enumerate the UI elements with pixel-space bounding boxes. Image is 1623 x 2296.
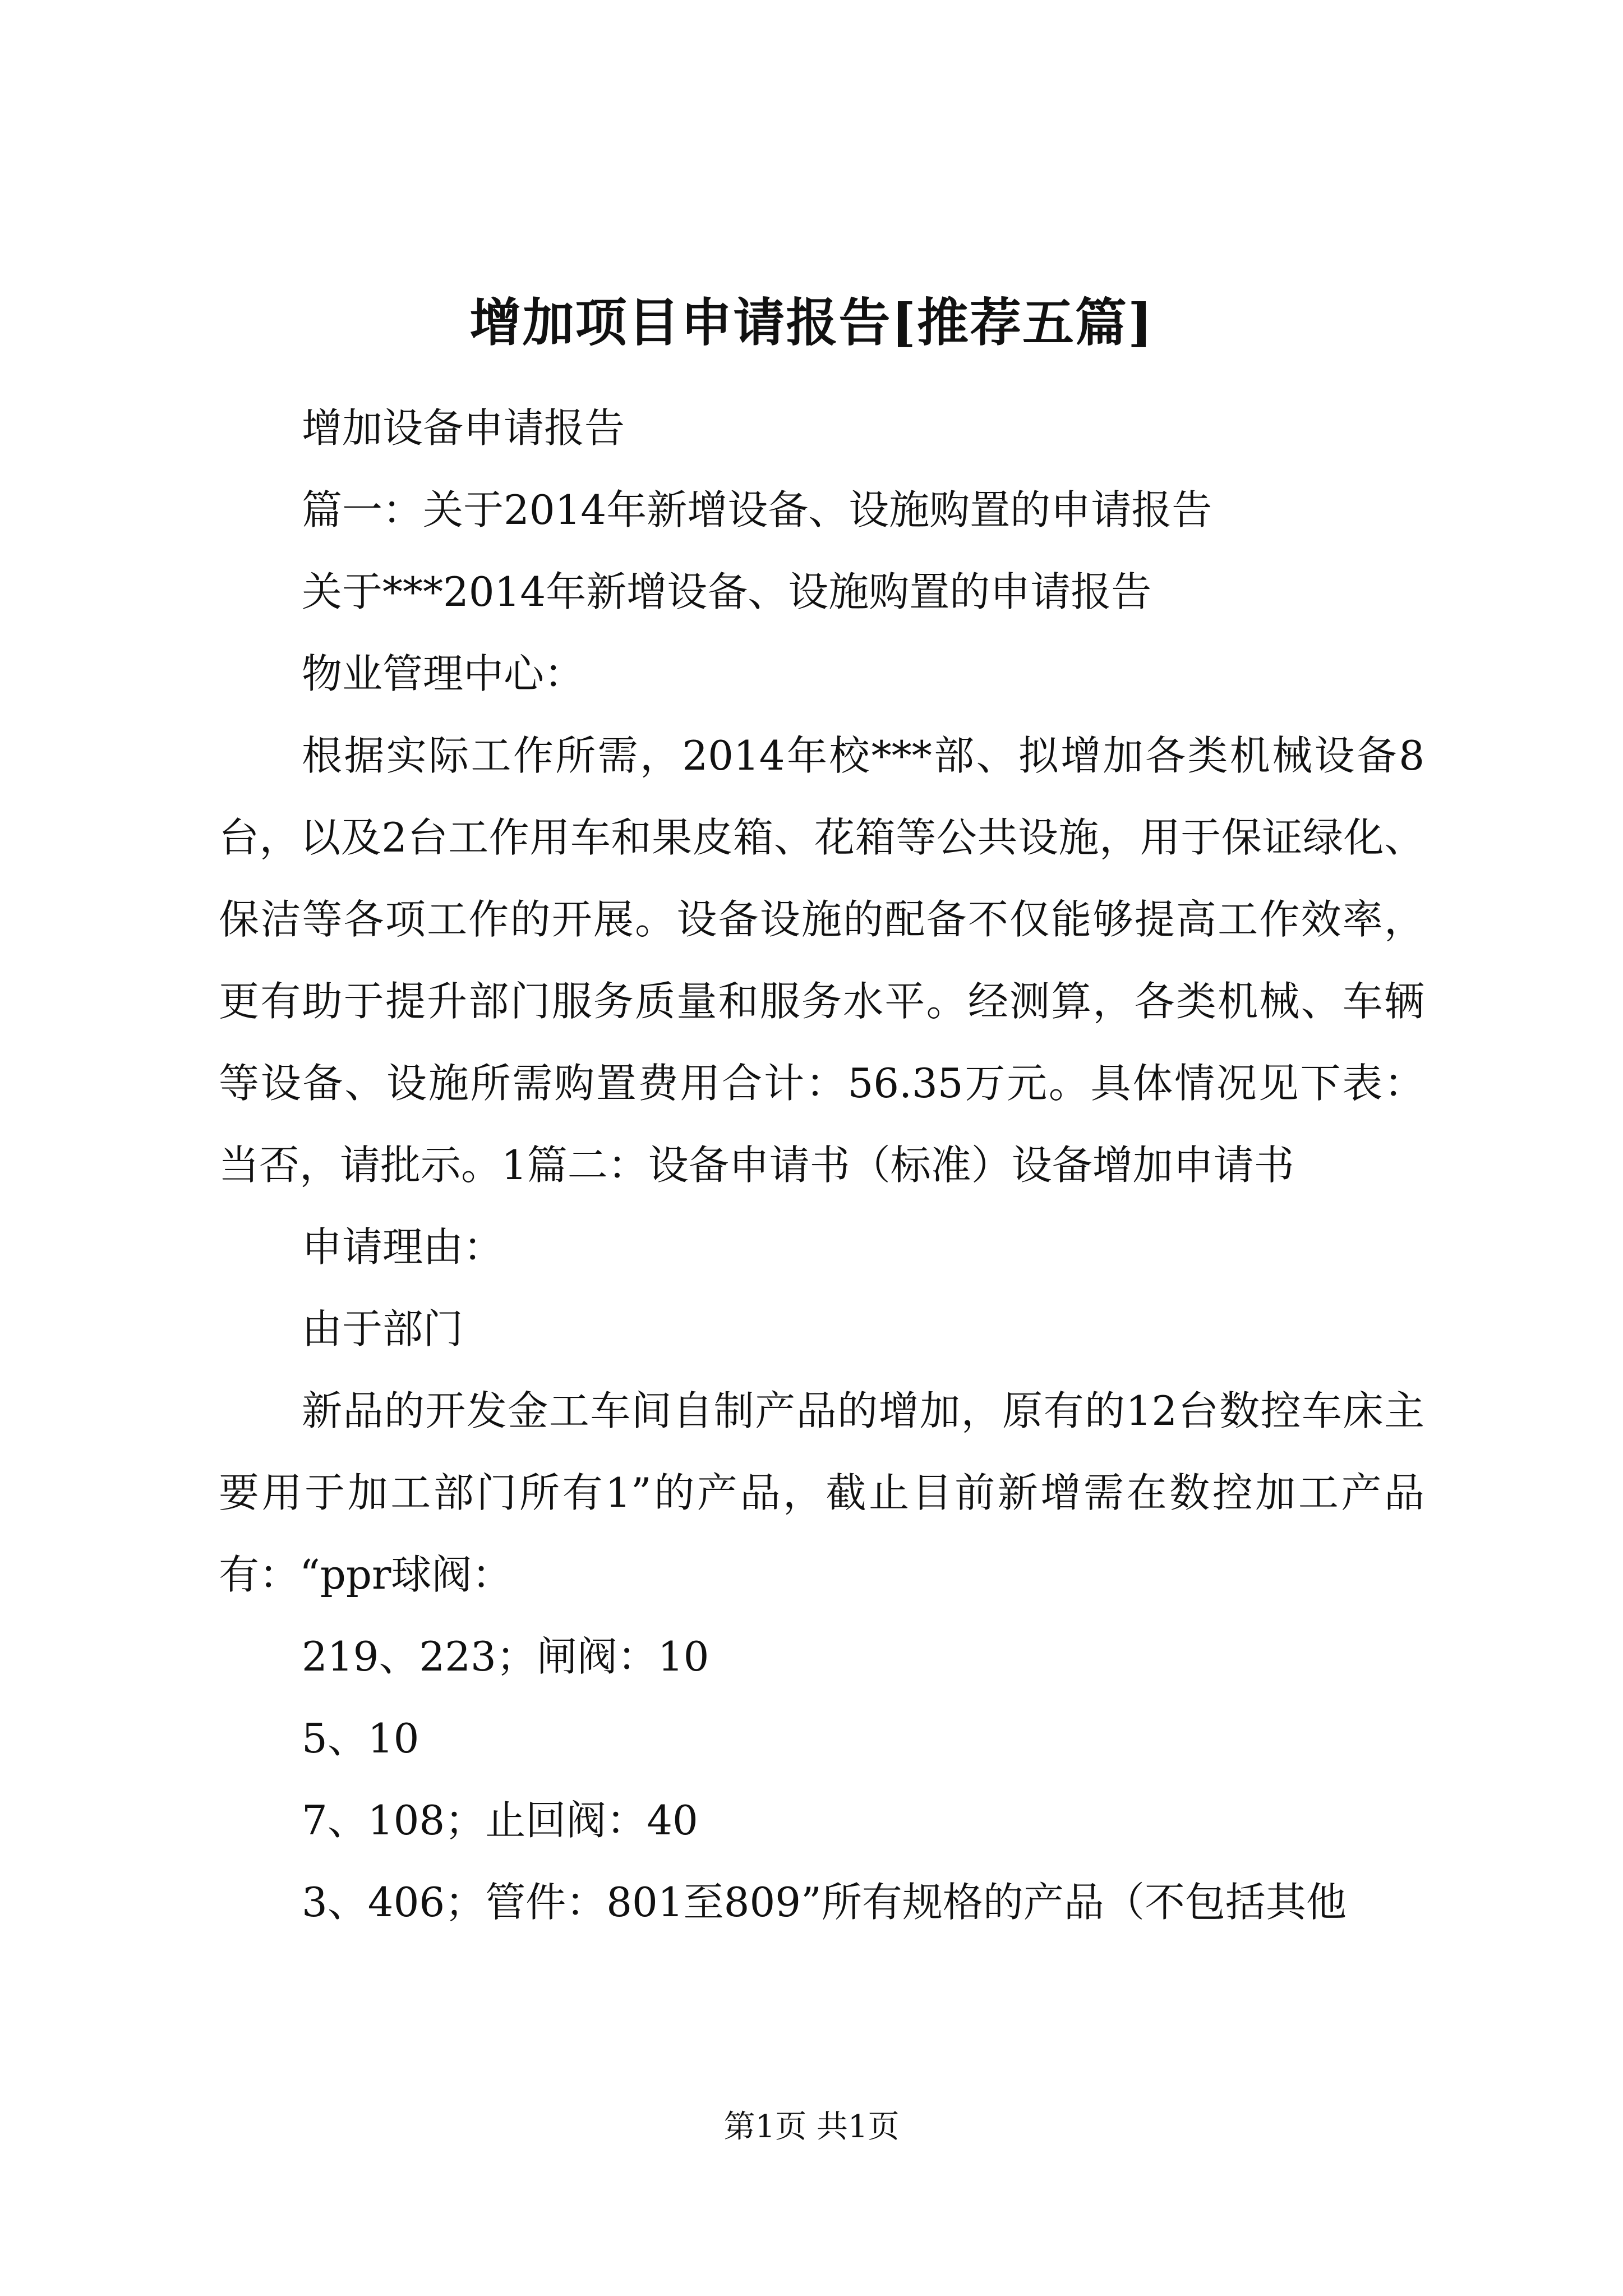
paragraph: 219、223；闸阀：10 xyxy=(302,1633,709,1680)
paragraph: 由于部门 xyxy=(302,1305,464,1352)
paragraph: 5、10 xyxy=(302,1715,419,1762)
paragraph: 3、406；管件：801至809”所有规格的产品（不包括其他 xyxy=(302,1879,1347,1926)
paragraph: 物业管理中心： xyxy=(302,650,585,697)
paragraph: 关于***2014年新增设备、设施购置的申请报告 xyxy=(302,568,1152,615)
paragraph: 7、108；止回阀：40 xyxy=(302,1797,698,1844)
document-title: 增加项目申请报告[推荐五篇] xyxy=(469,292,1154,353)
paragraph: 新品的开发金工车间自制产品的增加，原有的12台数控车床主要用于加工部门所有1”的产品，截止目前新增需在数控加工产品有：“ppr球阀： xyxy=(219,1387,1424,1598)
page-footer: 第1页 共1页 xyxy=(723,2109,900,2145)
paragraph: 增加设备申请报告 xyxy=(302,404,625,452)
paragraph: 篇一：关于2014年新增设备、设施购置的申请报告 xyxy=(302,486,1212,533)
document-body xyxy=(219,387,1424,1943)
paragraph: 申请理由： xyxy=(302,1223,504,1271)
paragraph: 根据实际工作所需，2014年校***部、拟增加各类机械设备8台，以及2台工作用车和果皮箱、花箱等公共设施，用于保证绿化、保洁等各项工作的开展。设备设施的配备不仅能够提高工作效率，更有助于提升部门服务质量和服务水平。经测算，各类机械、车辆等设备、设施所需购置费用合计：56.35万元。具体情况见下表：当否，请批示。1篇二：设备申请书（标准）设备增加申请书 xyxy=(219,732,1424,1189)
